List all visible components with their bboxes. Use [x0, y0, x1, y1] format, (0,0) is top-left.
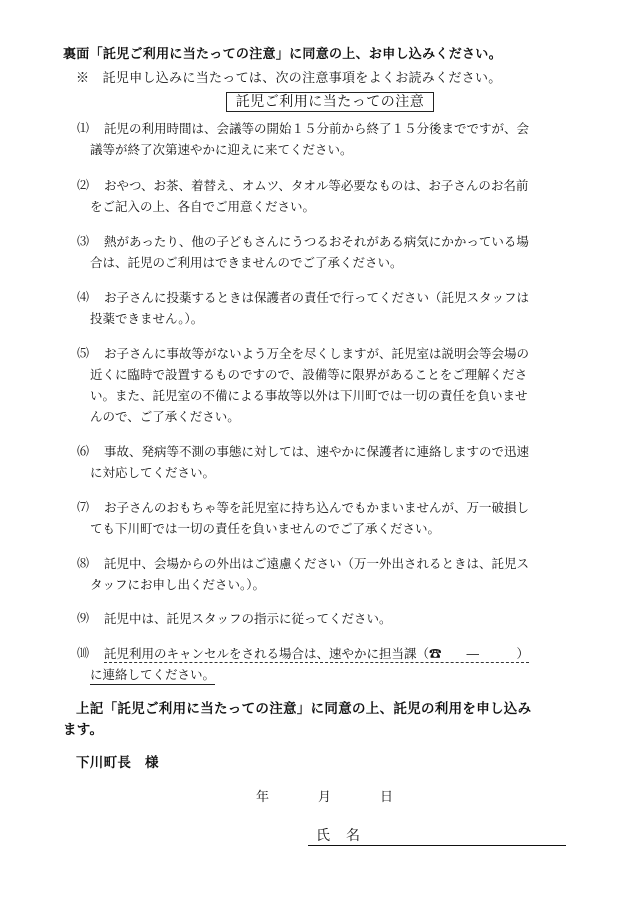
item-number: ⑽	[77, 646, 90, 660]
item-number: ⑷	[77, 290, 90, 304]
item-number: ⑶	[77, 234, 90, 248]
item-text: い。また、託児室の不備による事故等以外は下川町では一切の責任を負いませ	[90, 388, 528, 403]
item-text: タッフにお申し出ください。）。	[90, 577, 266, 592]
notice-title: 託児ご利用に当たっての注意	[226, 92, 434, 112]
item-text: に対応してください。	[90, 465, 216, 480]
header-instruction: ※ 託児申し込みに当たっては、次の注意事項をよくお読みください。	[76, 71, 502, 86]
item-text: 託児中、会場からの外出はご遠慮ください（万一外出されるときは、託児ス	[104, 556, 530, 571]
signature-line[interactable]	[308, 845, 566, 846]
item-number: ⑺	[77, 500, 90, 514]
item-text: 合は、託児のご利用はできませんのでご了承ください。	[90, 255, 403, 270]
item-text: に連絡してください。	[90, 666, 215, 685]
consent-statement-cont: ます。	[63, 722, 104, 738]
item-text: をご記入の上、各自でご用意ください。	[90, 199, 316, 214]
item-number: ⑸	[77, 346, 90, 360]
item-text: 託児の利用時間は、会議等の開始１５分前から終了１５分後までですが、会	[104, 121, 530, 136]
item-text: 議等が終了次第速やかに迎えに来てください。	[90, 142, 353, 157]
item-text: おやつ、お茶、着替え、オムツ、タオル等必要なものは、お子さんのお名前	[104, 178, 529, 193]
item-text: お子さんに事故等がないよう万全を尽くしますが、託児室は説明会等会場の	[104, 346, 530, 361]
item-text: お子さんに投薬するときは保護者の責任で行ってください（託児スタッフは	[104, 290, 530, 305]
consent-statement: 上記「託児ご利用に当たっての注意」に同意の上、託児の利用を申し込み	[76, 701, 532, 717]
item-number: ⑴	[77, 121, 90, 135]
item-text: 託児利用のキャンセルをされる場合は、速やかに担当課（☎ ― ）	[104, 646, 530, 661]
date-day-label: 日	[380, 790, 394, 805]
date-year-label: 年	[256, 790, 270, 805]
header-notice: 裏面「託児ご利用に当たっての注意」に同意の上、お申し込みください。	[63, 47, 502, 62]
signature-label: 氏 名	[316, 828, 361, 844]
item-text: ても下川町では一切の責任を負いませんのでご了承ください。	[90, 521, 441, 536]
item-number: ⑹	[77, 444, 90, 458]
item-number: ⑼	[77, 611, 90, 625]
item-number: ⑻	[77, 556, 90, 570]
item-text: 熱があったり、他の子どもさんにうつるおそれがある病気にかかっている場	[104, 234, 529, 249]
item-text: 近くに臨時で設置するものですので、設備等に限界があることをご理解くださ	[90, 367, 528, 382]
item-text: お子さんのおもちゃ等を託児室に持ち込んでもかまいませんが、万一破損し	[104, 500, 530, 515]
item-text: 事故、発病等不測の事態に対しては、速やかに保護者に連絡しますので迅速	[104, 444, 530, 459]
item-text: 託児中は、託児スタッフの指示に従ってください。	[104, 611, 392, 626]
item-text: んので、ご了承ください。	[90, 409, 240, 424]
item-number: ⑵	[77, 178, 90, 192]
date-month-label: 月	[318, 790, 332, 805]
item-text: 投薬できません。）。	[90, 311, 204, 326]
addressee: 下川町長 様	[76, 755, 159, 771]
